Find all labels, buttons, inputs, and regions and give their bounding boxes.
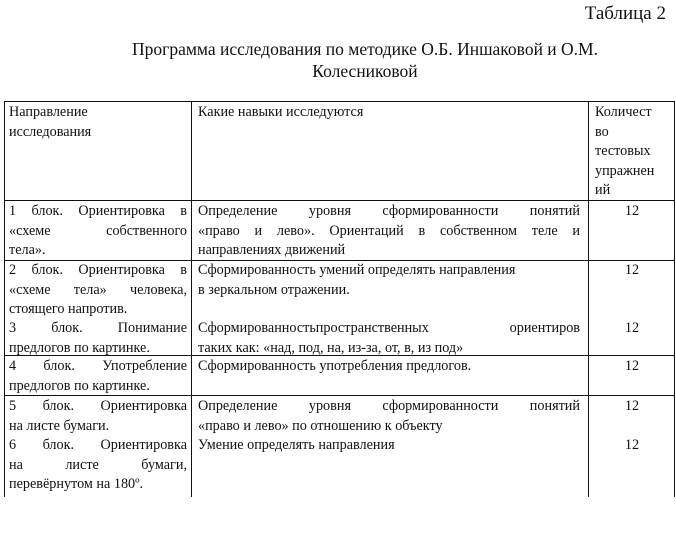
cell-line: «схеме тела» человека, (9, 281, 187, 298)
cell-line: предлогов по картинке. (9, 339, 150, 356)
row-2-direction (9, 261, 187, 320)
header-direction (9, 103, 189, 142)
cell-line: «схеме собственного (9, 222, 187, 239)
cell-line: 1 блок. Ориентировка в (9, 203, 187, 219)
cell-line: предлогов по картинке. (9, 377, 150, 394)
row-5-direction (9, 397, 187, 436)
header-count-line: ий (595, 182, 611, 198)
header-count-line: упражнен (595, 162, 655, 179)
row-3-count: 12 (624, 320, 640, 336)
row-1-skills (198, 202, 580, 261)
table-column-divider (191, 101, 192, 497)
table-rule (4, 200, 675, 201)
header-skills: Какие навыки исследуются (198, 104, 364, 120)
row-6-skills: Умение определять направления (198, 437, 395, 453)
page-title (0, 38, 676, 82)
row-1-count: 12 (624, 203, 640, 219)
row-2-skills (198, 261, 580, 300)
cell-line: на листе бумаги. (9, 417, 110, 434)
title-line-2: Колесниковой (312, 61, 418, 81)
row-4-count: 12 (624, 358, 640, 374)
row-6-direction (9, 436, 187, 495)
cell-line: в зеркальном отражении. (198, 281, 350, 298)
cell-line: Сформированность умений определять направления (198, 262, 516, 278)
cell-line: 4 блок. Употребление (9, 358, 187, 374)
table-border-top (4, 101, 675, 102)
header-count-line: во (595, 123, 609, 140)
cell-line: Определение уровня сформированности понятий (198, 398, 580, 414)
cell-line: таких как: «над, под, на, из-за, от, в, из под» (198, 339, 464, 356)
cell-line: направлениях движений (198, 242, 346, 258)
row-6-count: 12 (624, 437, 640, 453)
cell-line: перевёрнутом на 180º. (9, 476, 144, 492)
header-direction-line: Направление (9, 104, 88, 120)
cell-line: тела». (9, 242, 46, 258)
row-2-count: 12 (624, 262, 640, 278)
row-3-skills (198, 319, 580, 358)
title-line-1: Программа исследования по методике О.Б. Иншаковой и О.М. (132, 39, 598, 59)
cell-line: 2 блок. Ориентировка в (9, 262, 187, 278)
header-direction-line: исследования (9, 123, 92, 140)
cell-line: «право и лево» по отношению к объекту (198, 417, 443, 434)
table-border-left (4, 101, 5, 497)
cell-line: «право и лево». Ориентаций в собственном теле и (198, 222, 580, 239)
row-1-direction (9, 202, 187, 261)
cell-line: 5 блок. Ориентировка (9, 398, 187, 414)
row-4-skills: Сформированность употребления предлогов. (198, 358, 472, 374)
row-4-direction (9, 357, 187, 396)
table-label: Таблица 2 (584, 3, 666, 24)
cell-line: на листе бумаги, (9, 456, 187, 473)
row-5-skills (198, 397, 580, 436)
cell-line: стоящего напротив. (9, 301, 128, 317)
header-count-line: Количест (595, 104, 652, 120)
cell-line: 3 блок. Понимание (9, 320, 187, 336)
cell-line: 6 блок. Ориентировка (9, 437, 187, 453)
research-program-table (4, 101, 675, 497)
cell-line: Сформированностьпространственных ориентиров (198, 320, 580, 336)
cell-line: Определение уровня сформированности понятий (198, 203, 580, 219)
header-count-line: тестовых (595, 143, 651, 159)
header-count (595, 103, 671, 201)
row-3-direction (9, 319, 187, 358)
row-5-count: 12 (624, 398, 640, 414)
